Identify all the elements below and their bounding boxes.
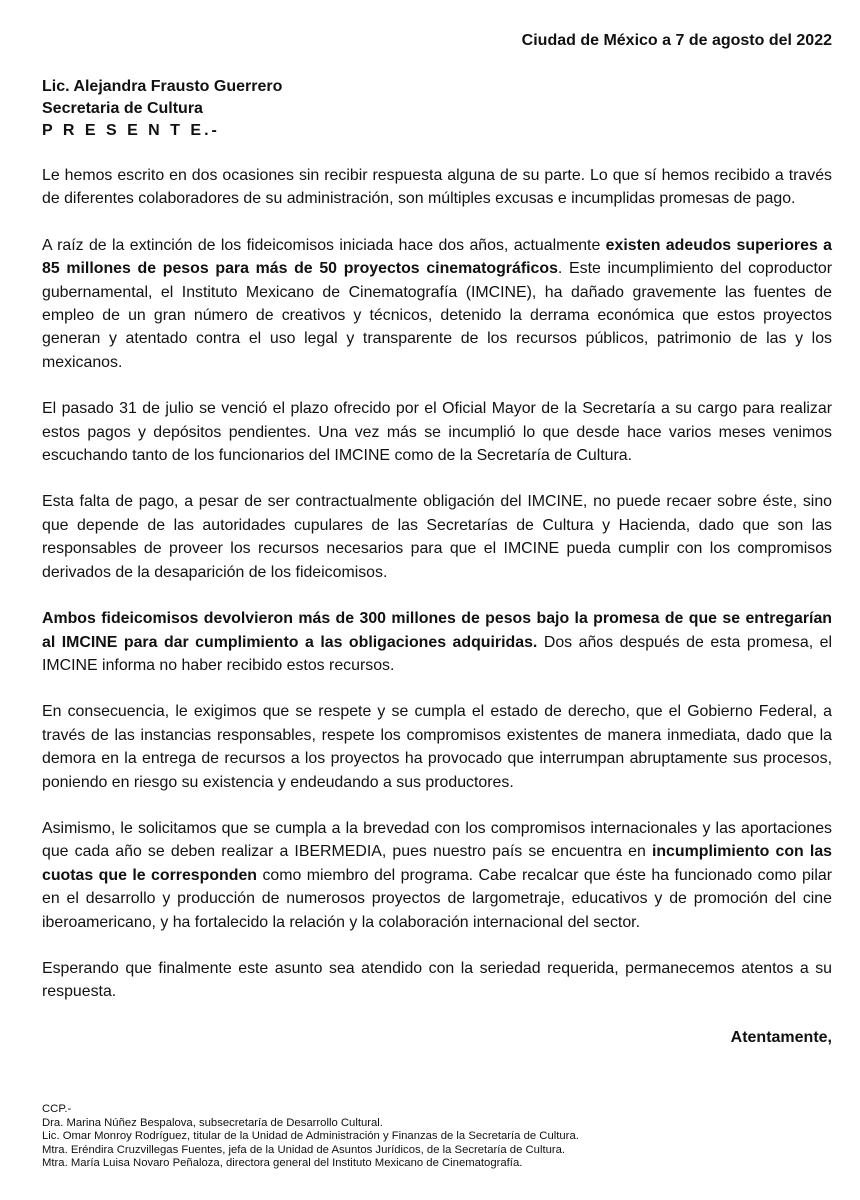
paragraph-7-intro: Asimismo, le solicitamos que se cumpla a la brevedad con los compromisos internacionales y las aportaciones que cada año se deben realizar a IBERMEDIA, pues nuestro país se encuentra en [42,819,832,861]
paragraph-3 [42,397,832,467]
ccp-recipient: Mtra. María Luisa Novaro Peñaloza, directora general del Instituto Mexicano de Cinematografía. [42,1157,523,1169]
paragraph-1-text: Le hemos escrito en dos ocasiones sin recibir respuesta alguna de su parte. Lo que sí hemos recibido a través de diferentes colaboradores de su administración, son múltiples excusas e incumplidas promesas de pago. [42,167,832,208]
ccp-recipient: Lic. Omar Monroy Rodríguez, titular de la Unidad de Administración y Finanzas de la Secretaría de Cultura. [42,1130,579,1142]
addressee-position: Secretaria de Cultura [42,100,203,117]
paragraph-2 [42,234,832,374]
paragraph-5-highlight: Ambos fideicomisos devolvieron más de 300 millones de pesos bajo la promesa de que se entregarían al IMCINE para dar cumplimiento a las obligaciones adquiridas. [42,610,832,651]
paragraph-2-intro: A raíz de la extinción de los fideicomisos iniciada hace dos años, actualmente [42,236,606,254]
paragraph-4 [42,490,832,584]
paragraph-2-rest: . Este incumplimiento del coproductor gubernamental, el Instituto Mexicano de Cinematografía (IMCINE), ha dañado gravemente las fuentes de empleo de un gran número de creativos y técnicos, detenido la derrama económica que estos proyectos generan y atentado contra el uso legal y transparente de los recursos públicos, patrimonio de las y los mexicanos. [42,260,832,371]
paragraph-1 [42,164,832,211]
paragraph-5 [42,607,832,677]
ccp-recipient: Dra. Marina Núñez Bespalova, subsecretaría de Desarrollo Cultural. [42,1116,383,1129]
ccp-label: CCP.- [42,1103,72,1115]
paragraph-7-highlight: incumplimiento con las cuotas que le corresponden [42,843,832,884]
paragraph-7-rest: como miembro del programa. Cabe recalcar que éste ha funcionado como pilar en el desarrollo y producción de numerosos proyectos de largometraje, educativos y de promoción del cine iberoamericano, y ha fortalecido la relación y la colaboración internacional del sector. [42,866,832,931]
paragraph-8-text: Esperando que finalmente este asunto sea atendido con la seriedad requerida, permanecemos atentos a su respuesta. [42,959,832,1001]
addressee-greeting: P R E S E N T E.- [42,122,220,139]
letter-page [42,30,832,1049]
addressee-block [42,76,832,142]
paragraph-6-text: En consecuencia, le exigimos que se respete y se cumpla el estado de derecho, que el Gobierno Federal, a través de las instancias responsables, respete los compromisos existentes de manera inmediata, dado que la demora en la entrega de recursos a los proyectos ha provocado que interrumpan abruptamente sus procesos, poniendo en riesgo su existencia y endeudando a sus productores. [42,703,832,791]
paragraph-5-rest: Dos años después de esta promesa, el IMCINE informa no haber recibido estos recursos. [42,633,832,674]
addressee-name: Lic. Alejandra Frausto Guerrero [42,78,283,95]
paragraph-2-highlight: existen adeudos superiores a 85 millones de pesos para más de 50 proyectos cinematográficos [42,236,832,278]
closing-line: Atentamente, [730,1028,832,1046]
paragraph-7 [42,817,832,934]
ccp-recipient: Mtra. Eréndira Cruzvillegas Fuentes, jefa de la Unidad de Asuntos Jurídicos, de la Secretaría de Cultura. [42,1143,566,1156]
paragraph-6 [42,700,832,794]
paragraph-3-text: El pasado 31 de julio se venció el plazo ofrecido por el Oficial Mayor de la Secretaría a su cargo para realizar estos pagos y depósitos pendientes. Una vez más se incumplió lo que desde hace varios meses venimos escuchando tanto de los funcionarios del IMCINE como de la Secretaría de Cultura. [42,400,832,465]
letter-body [42,164,832,1004]
date-line: Ciudad de México a 7 de agosto del 2022 [521,32,832,49]
paragraph-4-text: Esta falta de pago, a pesar de ser contractualmente obligación del IMCINE, no puede recaer sobre éste, sino que depende de las autoridades cupulares de las Secretarías de Cultura y Hacienda, dado que son las responsables de proveer los recursos necesarios para que el IMCINE pueda cumplir con los compromisos derivados de la desaparición de los fideicomisos. [42,493,832,581]
paragraph-8 [42,957,832,1004]
ccp-block [42,1103,832,1171]
